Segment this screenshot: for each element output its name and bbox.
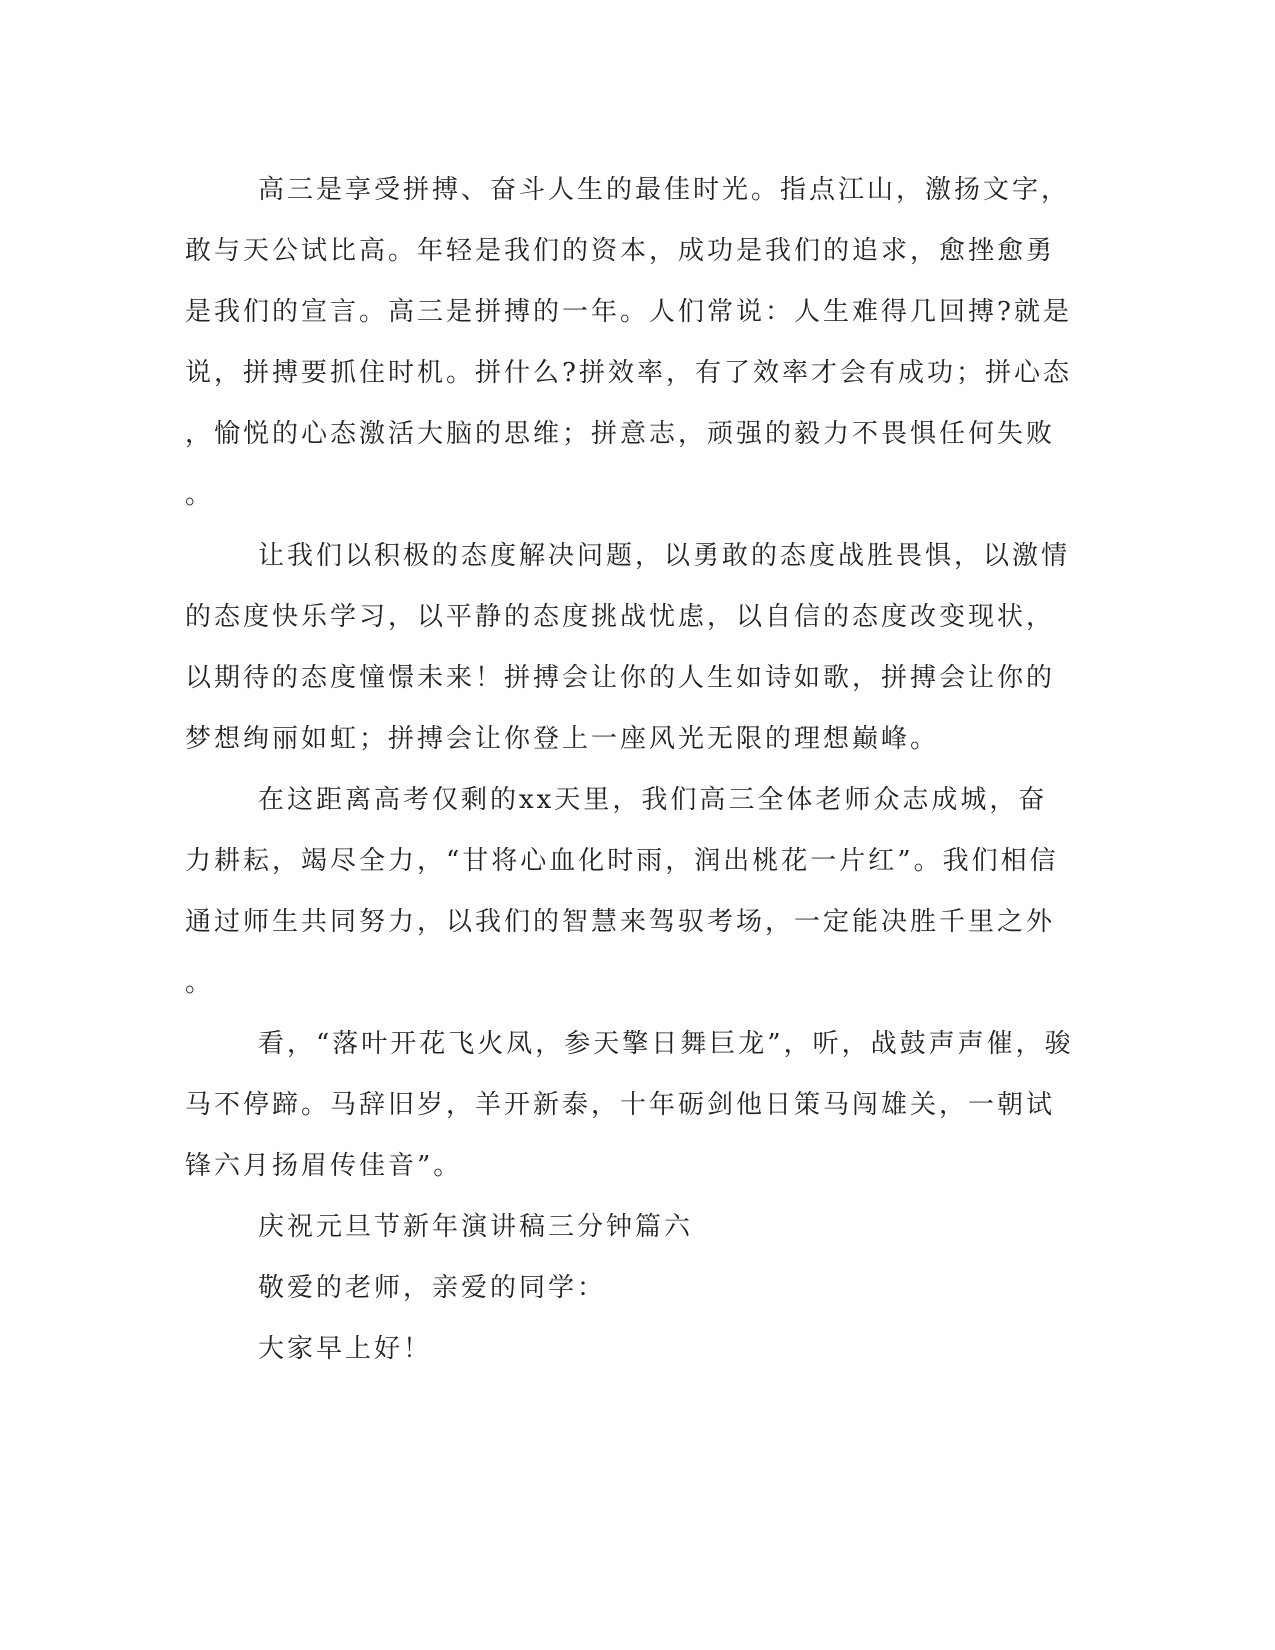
paragraph-3-line-1: 在这距离高考仅剩的xx天里，我们高三全体老师众志成城，奋: [258, 785, 1048, 815]
paragraph-2-line-3: 以期待的态度憧憬未来！拼搏会让你的人生如诗如歌，拼搏会让你的: [185, 663, 1056, 693]
paragraph-1-line-6: 。: [185, 480, 215, 510]
salutation: 敬爱的老师，亲爱的同学：: [258, 1273, 607, 1303]
paragraph-1-line-2: 敢与天公试比高。年轻是我们的资本，成功是我们的追求，愈挫愈勇: [185, 236, 1056, 266]
paragraph-1-line-3: 是我们的宣言。高三是拼搏的一年。人们常说：人生难得几回搏?就是: [185, 297, 1072, 327]
paragraph-4-line-2: 马不停蹄。马辞旧岁，羊开新泰，十年砺剑他日策马闯雄关，一朝试: [185, 1090, 1056, 1120]
paragraph-2-line-4: 梦想绚丽如虹；拼搏会让你登上一座风光无限的理想巅峰。: [185, 724, 940, 754]
paragraph-3-line-3: 通过师生共同努力，以我们的智慧来驾驭考场，一定能决胜千里之外: [185, 907, 1056, 937]
paragraph-4-line-3: 锋六月扬眉传佳音”。: [185, 1151, 463, 1181]
paragraph-4-line-1: 看，“落叶开花飞火凤，参天擎日舞巨龙”，听，战鼓声声催，骏: [258, 1029, 1074, 1059]
paragraph-3-line-4: 。: [185, 968, 215, 998]
paragraph-1-line-5: ，愉悦的心态激活大脑的思维；拼意志，顽强的毅力不畏惧任何失败: [185, 419, 1056, 449]
paragraph-1-line-1: 高三是享受拼搏、奋斗人生的最佳时光。指点江山，激扬文字，: [258, 175, 1071, 205]
paragraph-2-line-1: 让我们以积极的态度解决问题，以勇敢的态度战胜畏惧，以激情: [258, 541, 1071, 571]
section-heading: 庆祝元旦节新年演讲稿三分钟篇六: [258, 1212, 694, 1242]
greeting: 大家早上好！: [258, 1334, 433, 1364]
paragraph-3-line-2: 力耕耘，竭尽全力，“甘将心血化时雨，润出桃花一片红”。我们相信: [185, 846, 1059, 876]
document-body: [185, 160, 1074, 1380]
paragraph-1-line-4: 说，拼搏要抓住时机。拼什么?拼效率，有了效率才会有成功；拼心态: [185, 358, 1072, 388]
paragraph-2-line-2: 的态度快乐学习，以平静的态度挑战忧虑，以自信的态度改变现状，: [185, 602, 1056, 632]
